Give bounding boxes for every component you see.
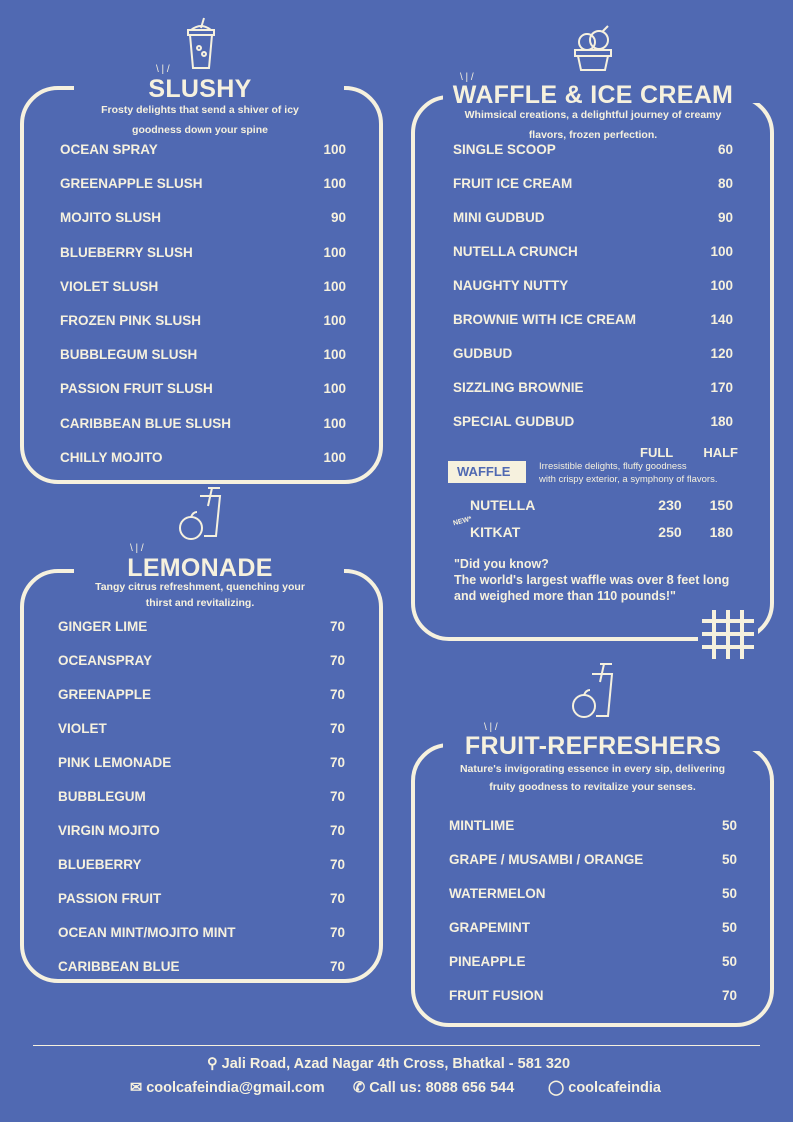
menu-item [449, 818, 737, 833]
item-price: 100 [323, 347, 346, 363]
waffle-ice-cream-subtitle [443, 105, 743, 145]
waffle-label: WAFFLE [448, 461, 526, 483]
menu-item [58, 823, 345, 838]
item-price: 70 [329, 721, 345, 736]
item-name: NAUGHTY NUTTY [453, 278, 569, 293]
item-name: PASSION FRUIT [58, 891, 162, 906]
waffle-icon [698, 607, 758, 662]
item-price: 70 [329, 891, 345, 906]
item-price: 80 [717, 176, 733, 191]
item-price: 70 [329, 789, 345, 804]
item-price: 70 [329, 755, 345, 770]
item-name [470, 497, 535, 513]
menu-item [58, 653, 345, 668]
item-name: SIZZLING BROWNIE [453, 380, 584, 395]
item-name: GRAPE / MUSAMBI / ORANGE [449, 852, 644, 867]
item-price: 70 [329, 619, 345, 634]
menu-item [58, 687, 345, 702]
menu-item [449, 886, 737, 901]
desc-line: Irresistible delights, fluffy goodness [539, 461, 687, 472]
lemonade-title: LEMONADE [127, 554, 273, 582]
item-name: GUDBUD [453, 346, 513, 361]
waffle-fact [454, 556, 729, 604]
item-name: MOJITO SLUSH [60, 210, 162, 226]
col-full: FULL [640, 445, 674, 460]
item-name: PINEAPPLE [449, 954, 526, 969]
sparkle-icon: \ | / [484, 722, 498, 733]
menu-item [58, 891, 345, 906]
menu-item [453, 414, 733, 429]
item-price: 100 [710, 278, 733, 293]
mail-icon: ✉ [130, 1080, 143, 1096]
waffle-item [470, 497, 733, 513]
email[interactable] [130, 1080, 325, 1096]
item-price: 50 [721, 920, 737, 935]
price-half: 180 [709, 524, 733, 540]
menu-item [453, 380, 733, 395]
new-badge: NEW* [452, 515, 473, 528]
subtitle-line: Tangy citrus refreshment, quenching your [95, 581, 305, 593]
price-half: 150 [709, 497, 733, 513]
item-name: SPECIAL GUDBUD [453, 414, 575, 429]
item-name: VIOLET SLUSH [60, 278, 159, 294]
instagram-text[interactable]: coolcafeindia [568, 1080, 661, 1096]
item-price: 60 [717, 142, 733, 157]
menu-item [60, 450, 346, 465]
sparkle-icon: \ | / [130, 543, 144, 554]
menu-item [449, 920, 737, 935]
menu-item [60, 381, 346, 396]
item-price: 100 [323, 278, 346, 294]
menu-item [58, 925, 345, 940]
menu-item [453, 244, 733, 259]
menu-item [453, 312, 733, 327]
fruit-refreshers-title: FRUIT-REFRESHERS [464, 732, 722, 760]
item-price: 70 [721, 988, 737, 1003]
item-price: 120 [710, 346, 733, 361]
item-price: 100 [323, 244, 346, 260]
item-price: 90 [330, 210, 346, 226]
item-prices [658, 524, 733, 540]
subtitle-line: fruity goodness to revitalize your senses. [489, 781, 696, 793]
waffle-column-headers [640, 445, 738, 460]
address [207, 1056, 570, 1072]
item-name: NUTELLA CRUNCH [453, 244, 578, 259]
col-half: HALF [703, 445, 738, 460]
price-full: 250 [658, 524, 682, 540]
item-name: CARIBBEAN BLUE SLUSH [60, 415, 232, 431]
item-price: 90 [717, 210, 733, 225]
menu-item [58, 789, 345, 804]
menu-item [60, 347, 346, 362]
menu-item [449, 988, 737, 1003]
slushy-subtitle [60, 100, 340, 140]
menu-item [58, 721, 345, 736]
menu-item [60, 279, 346, 294]
menu-item [453, 142, 733, 157]
item-name: GRAPEMINT [449, 920, 530, 935]
item-price: 100 [323, 381, 346, 397]
item-price: 70 [329, 687, 345, 702]
item-name: OCEANSPRAY [58, 653, 153, 668]
fact-line: and weighed more than 110 pounds!" [454, 589, 676, 603]
waffle-ice-cream-title: WAFFLE & ICE CREAM [452, 81, 734, 109]
item-name: BLUEBERRY [58, 857, 142, 872]
item-name: BUBBLEGUM SLUSH [60, 347, 198, 363]
menu-item [60, 210, 346, 225]
address-text: Jali Road, Azad Nagar 4th Cross, Bhatkal - 581 320 [221, 1056, 571, 1072]
item-price: 70 [329, 959, 345, 974]
item-name: OCEAN MINT/MOJITO MINT [58, 925, 236, 940]
item-price: 100 [323, 313, 346, 328]
item-price: 140 [710, 312, 733, 327]
item-price: 50 [721, 886, 737, 901]
menu-item [453, 346, 733, 361]
subtitle-line: goodness down your spine [132, 124, 268, 136]
menu-item [58, 755, 345, 770]
menu-item [60, 313, 346, 328]
item-name: FRUIT ICE CREAM [453, 176, 573, 191]
item-name: CHILLY MOJITO [60, 449, 163, 465]
item-name: MINI GUDBUD [453, 210, 545, 225]
item-name: CARIBBEAN BLUE [58, 959, 180, 974]
menu-item [60, 416, 346, 431]
item-price: 100 [323, 142, 346, 157]
item-name: OCEAN SPRAY [60, 142, 158, 157]
item-name [452, 515, 521, 540]
item-name: GINGER LIME [58, 619, 148, 634]
subtitle-line: Whimsical creations, a delightful journey of creamy [464, 109, 722, 121]
email-text[interactable]: coolcafeindia@gmail.com [146, 1080, 325, 1096]
item-price: 70 [329, 925, 345, 940]
item-name: WATERMELON [449, 886, 546, 901]
item-name: GREENAPPLE SLUSH [60, 176, 203, 192]
fruit-refreshers-subtitle [430, 760, 755, 796]
phone[interactable] [353, 1080, 514, 1096]
fact-line: "Did you know? [454, 557, 549, 571]
item-name: BUBBLEGUM [58, 789, 146, 804]
location-pin-icon: ⚲ [207, 1056, 218, 1072]
item-name: MINTLIME [449, 818, 515, 833]
waffle-description [539, 460, 717, 486]
instagram[interactable] [548, 1080, 661, 1096]
item-price: 100 [323, 449, 346, 465]
menu-item [60, 245, 346, 260]
desc-line: with crispy exterior, a symphony of flavors. [539, 474, 718, 485]
subtitle-line: Nature's invigorating essence in every sip, delivering [459, 763, 726, 775]
item-name: GREENAPPLE [58, 687, 152, 702]
item-price: 170 [710, 380, 733, 395]
item-price: 100 [710, 244, 733, 259]
phone-icon: ✆ [353, 1080, 366, 1096]
item-name: BLUEBERRY SLUSH [60, 244, 193, 260]
subtitle-line: flavors, frozen perfection. [528, 129, 658, 141]
item-name-text: NUTELLA [470, 497, 536, 513]
menu-item [60, 176, 346, 191]
item-name: SINGLE SCOOP [453, 142, 556, 157]
instagram-icon: ◯ [548, 1080, 565, 1096]
lemonade-glass-icon [178, 486, 224, 542]
footer-divider [33, 1045, 760, 1046]
slushy-title: SLUSHY [148, 75, 252, 103]
slushy-cup-icon [184, 16, 218, 70]
menu-item [453, 176, 733, 191]
item-price: 50 [721, 818, 737, 833]
menu-item [453, 210, 733, 225]
item-name: FROZEN PINK SLUSH [60, 313, 202, 328]
item-price: 100 [323, 176, 346, 192]
subtitle-line: Frosty delights that send a shiver of icy [101, 104, 299, 116]
lemonade-subtitle [60, 579, 340, 611]
item-price: 50 [721, 954, 737, 969]
item-prices [658, 497, 733, 513]
item-price: 100 [323, 415, 346, 431]
ice-cream-cup-icon [572, 24, 614, 74]
item-price: 70 [329, 823, 345, 838]
price-full: 230 [658, 497, 682, 513]
item-name-text: KITKAT [470, 524, 521, 540]
item-name: VIRGIN MOJITO [58, 823, 160, 838]
subtitle-line: thirst and revitalizing. [145, 597, 255, 609]
menu-item [58, 857, 345, 872]
menu-item [453, 278, 733, 293]
phone-text[interactable]: Call us: 8088 656 544 [369, 1080, 515, 1096]
item-price: 70 [329, 653, 345, 668]
item-price: 50 [721, 852, 737, 867]
sparkle-icon: \ | / [156, 64, 170, 75]
item-name: VIOLET [58, 721, 107, 736]
menu-item [58, 959, 345, 974]
menu-item [449, 852, 737, 867]
fruit-glass-icon [570, 662, 616, 720]
item-name: BROWNIE WITH ICE CREAM [453, 312, 636, 327]
fact-line: The world's largest waffle was over 8 feet long [454, 573, 730, 587]
item-price: 70 [329, 857, 345, 872]
menu-item [449, 954, 737, 969]
item-price: 180 [710, 414, 733, 429]
menu-item [58, 619, 345, 634]
item-name: PASSION FRUIT SLUSH [60, 381, 213, 397]
waffle-item [452, 515, 733, 540]
item-name: PINK LEMONADE [58, 755, 172, 770]
menu-item [60, 142, 346, 157]
sparkle-icon: \ | / [460, 72, 474, 83]
item-name: FRUIT FUSION [449, 988, 544, 1003]
